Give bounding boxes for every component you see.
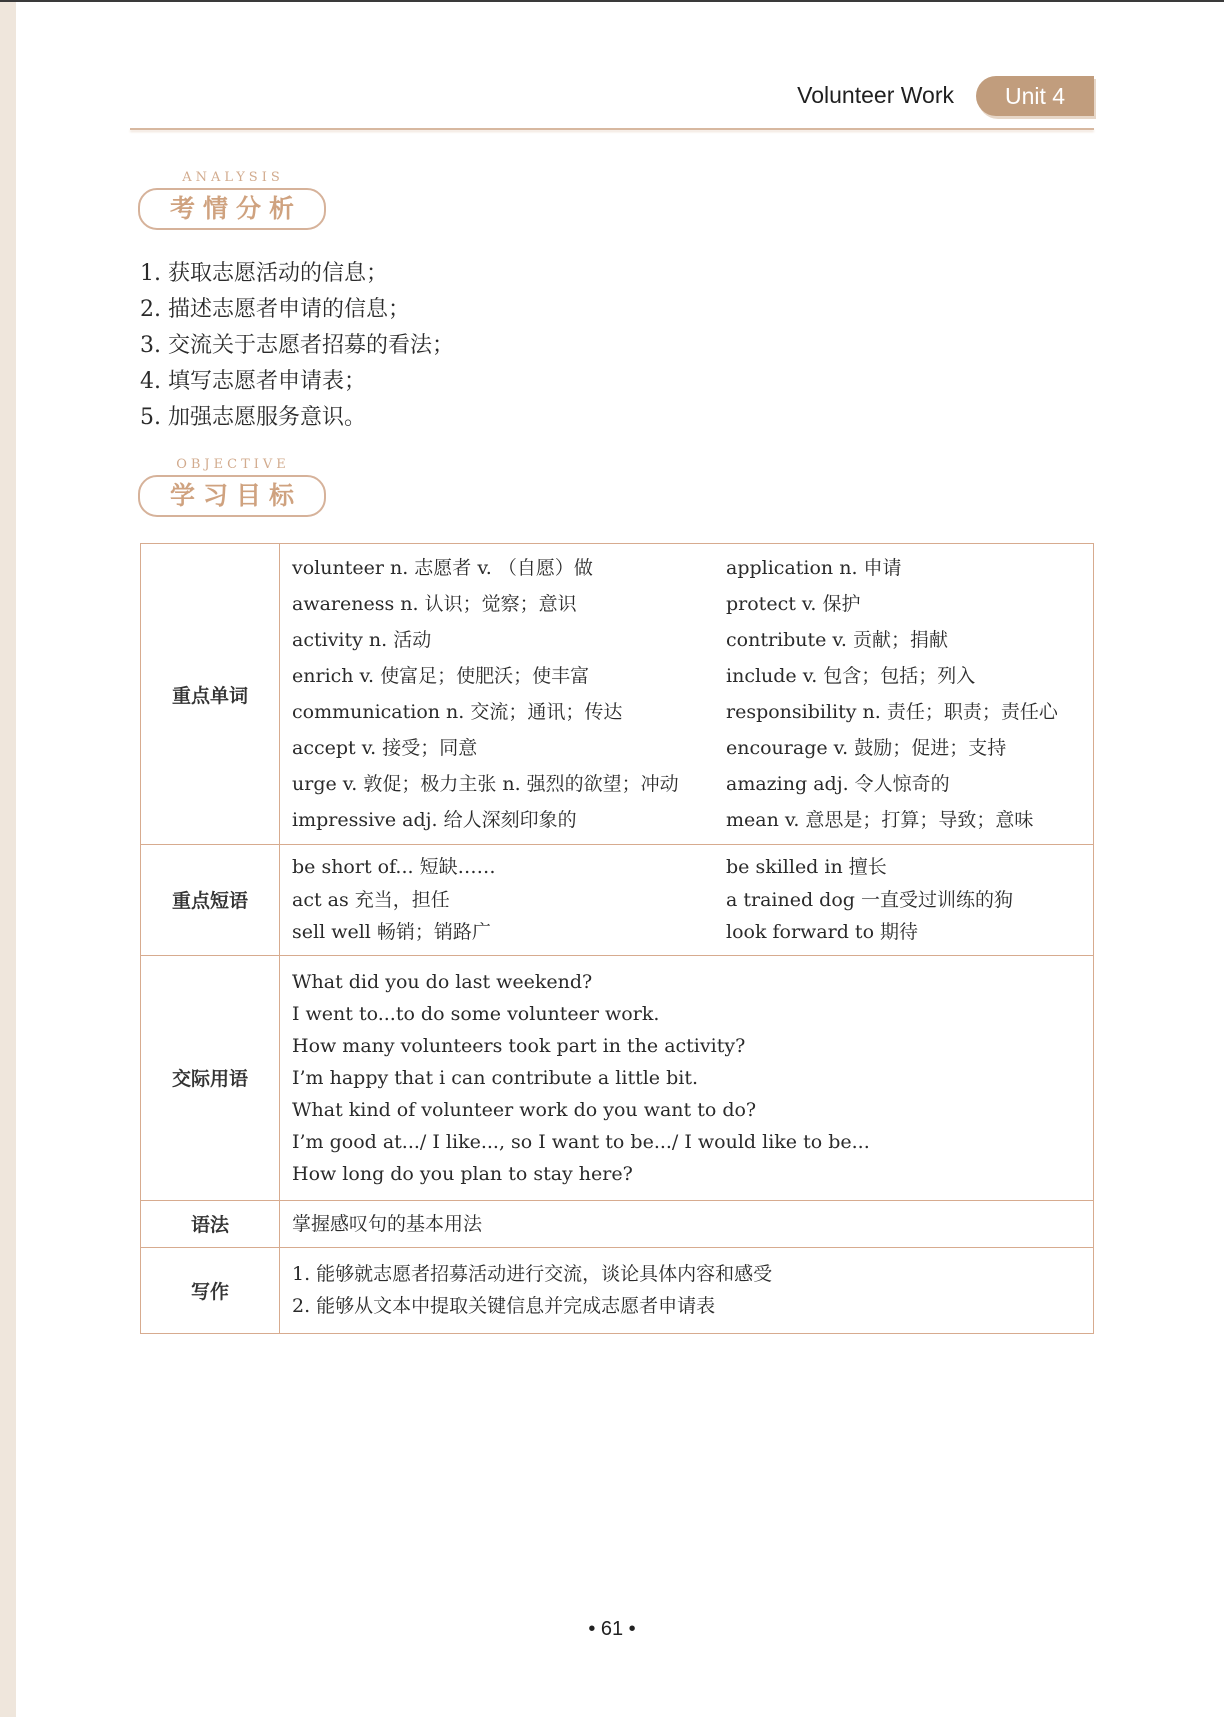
expression-line: I went to...to do some volunteer work.: [292, 1002, 660, 1025]
list-item: 5. 加强志愿服务意识。: [140, 405, 366, 430]
list-item: 4. 填写志愿者申请表；: [140, 369, 366, 394]
grammar-cell: [280, 1200, 1094, 1247]
list-item: 3. 交流关于志愿者招募的看法；: [140, 333, 454, 358]
row-label: 语法: [141, 1200, 280, 1247]
analysis-heading-en: ANALYSIS: [182, 170, 284, 185]
table-row-phrases: [141, 845, 1094, 956]
analysis-heading-cn: 考情分析: [138, 188, 326, 230]
table-row-vocab: [141, 544, 1094, 845]
phrase-entry: be skilled in 擅长: [726, 856, 887, 878]
vocab-entry: mean v. 意思是；打算；导致；意味: [726, 809, 1034, 831]
vocab-entry: contribute v. 贡献；捐献: [726, 629, 948, 651]
writing-line: 1. 能够就志愿者招募活动进行交流，谈论具体内容和感受: [292, 1262, 773, 1285]
row-label: 重点短语: [141, 845, 280, 956]
phrase-entry: act as 充当，担任: [292, 888, 450, 911]
vocab-entry: amazing adj. 令人惊奇的: [726, 773, 950, 795]
vocab-entry: encourage v. 鼓励；促进；支持: [726, 737, 1007, 759]
top-border: [0, 0, 1224, 2]
phrase-entry: be short of... 短缺……: [292, 856, 496, 878]
vocab-entry: impressive adj. 给人深刻印象的: [292, 809, 577, 831]
vocab-right-column: [726, 550, 1081, 838]
communication-cell: [280, 955, 1094, 1200]
page-header: [130, 76, 1094, 136]
phrases-left-column: [292, 851, 726, 949]
vocab-left-column: [292, 550, 726, 838]
table-row-writing: [141, 1247, 1094, 1333]
expression-line: How many volunteers took part in the activity?: [292, 1034, 746, 1057]
phrases-cell: [280, 845, 1094, 956]
vocab-entry: protect v. 保护: [726, 593, 861, 615]
grammar-line: 掌握感叹句的基本用法: [292, 1212, 483, 1235]
header-title: Volunteer Work: [797, 82, 954, 108]
list-item: 2. 描述志愿者申请的信息；: [140, 297, 410, 322]
objective-table: [140, 543, 1094, 1334]
expression-line: I’m good at.../ I like..., so I want to be.../ I would like to be...: [292, 1130, 870, 1153]
table-row-communication: [141, 955, 1094, 1200]
vocab-entry: enrich v. 使富足；使肥沃；使丰富: [292, 665, 590, 687]
vocab-entry: application n. 申请: [726, 557, 902, 579]
vocab-entry: awareness n. 认识；觉察；意识: [292, 593, 577, 615]
phrase-entry: look forward to 期待: [726, 921, 919, 943]
vocab-entry: urge v. 敦促；极力主张 n. 强烈的欲望；冲动: [292, 773, 679, 795]
row-label: 重点单词: [141, 544, 280, 845]
row-label: 交际用语: [141, 955, 280, 1200]
header-rule: [130, 128, 1094, 130]
analysis-heading: [138, 170, 328, 240]
phrase-entry: sell well 畅销；销路广: [292, 921, 491, 943]
unit-badge: Unit 4: [976, 76, 1094, 116]
vocab-entry: activity n. 活动: [292, 629, 432, 651]
phrase-entry: a trained dog 一直受过训练的狗: [726, 888, 1013, 911]
phrases-right-column: [726, 851, 1081, 949]
vocab-cell: [280, 544, 1094, 845]
vocab-entry: responsibility n. 责任；职责；责任心: [726, 701, 1058, 723]
table-row-grammar: [141, 1200, 1094, 1247]
vocab-entry: volunteer n. 志愿者 v. （自愿）做: [292, 557, 593, 579]
writing-cell: [280, 1247, 1094, 1333]
objective-heading-en: OBJECTIVE: [176, 457, 290, 472]
vocab-entry: accept v. 接受；同意: [292, 737, 478, 759]
writing-line: 2. 能够从文本中提取关键信息并完成志愿者申请表: [292, 1295, 716, 1317]
objective-heading: [138, 457, 328, 527]
expression-line: I’m happy that i can contribute a little bit.: [292, 1066, 698, 1089]
objective-heading-cn: 学习目标: [138, 475, 326, 517]
row-label: 写作: [141, 1247, 280, 1333]
list-item: 1. 获取志愿活动的信息；: [140, 261, 388, 286]
page-spine: [0, 0, 16, 1717]
analysis-list: [140, 256, 454, 436]
page-number: • 61 •: [588, 1618, 636, 1640]
vocab-entry: include v. 包含；包括；列入: [726, 665, 976, 687]
expression-line: How long do you plan to stay here?: [292, 1162, 633, 1185]
expression-line: What did you do last weekend?: [292, 970, 593, 993]
vocab-entry: communication n. 交流；通讯；传达: [292, 701, 623, 723]
expression-line: What kind of volunteer work do you want to do?: [292, 1098, 757, 1121]
